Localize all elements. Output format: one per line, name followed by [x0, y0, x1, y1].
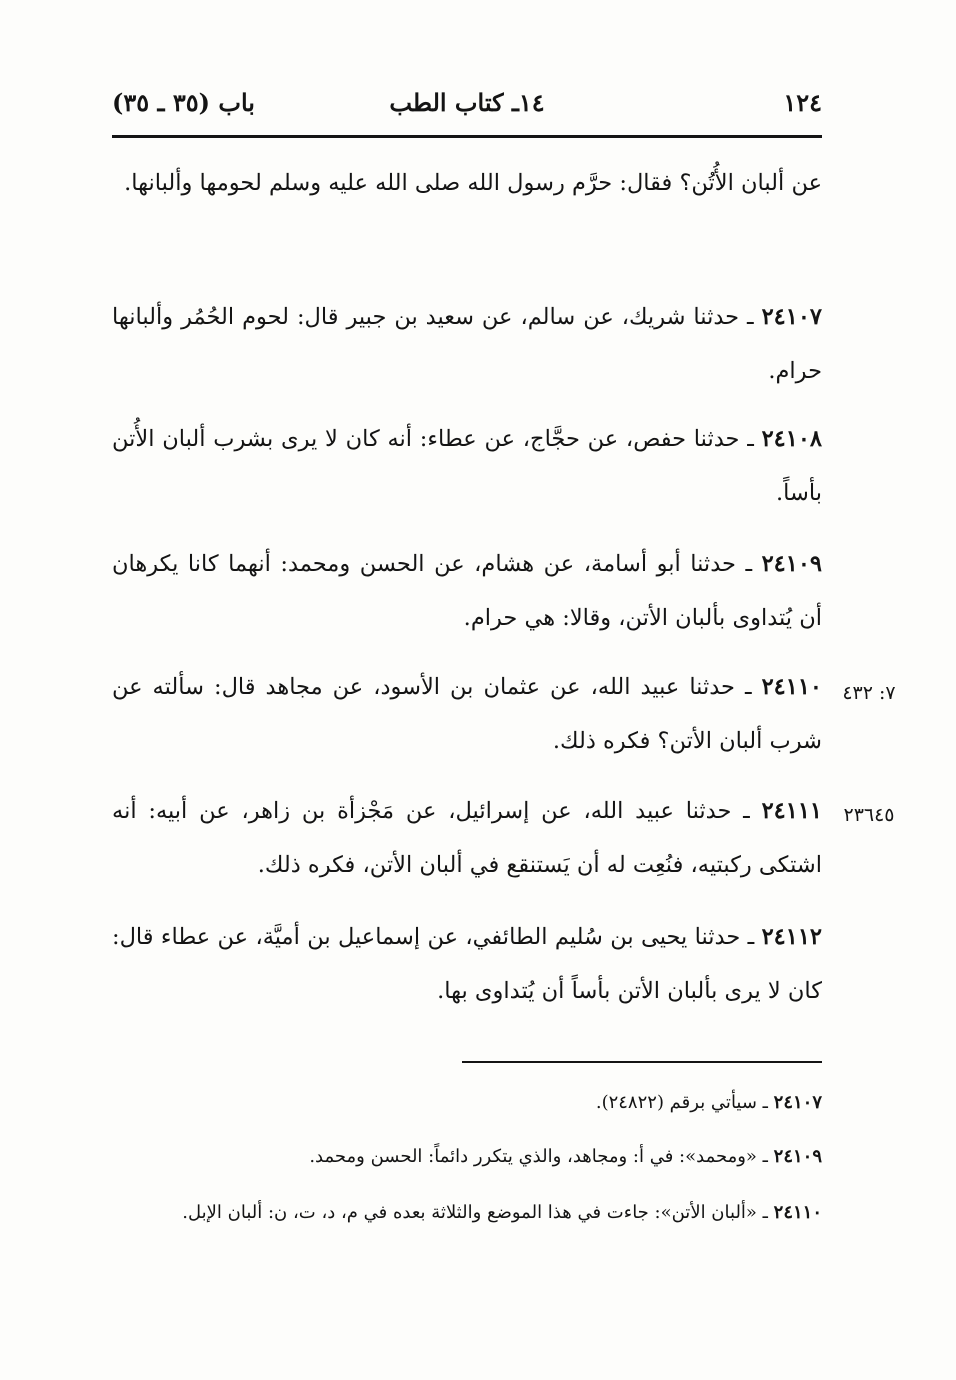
hadith-text: ـ حدثنا شريك، عن سالم، عن سعيد بن جبير قال: لحوم الحُمُر وألبانها حرام. — [112, 304, 822, 384]
hadith-number: ٢٤١١٠ — [761, 674, 822, 700]
hadith-text: ـ حدثنا يحيى بن سُليم الطائفي، عن إسماعيل بن أميَّة، عن عطاء قال: كان لا يرى بألبان الأتن بأساً أن يُتداوى بها. — [112, 924, 822, 1004]
footnote-number: ٢٤١٠٧ — [773, 1092, 822, 1113]
chapter-heading: باب (٣٥ ـ ٣٥) — [112, 88, 255, 117]
footnote-number: ٢٤١٠٩ — [773, 1146, 822, 1167]
footnote-number: ٢٤١١٠ — [773, 1202, 822, 1223]
footnote — [112, 1190, 822, 1236]
hadith-number: ٢٤١١٢ — [761, 924, 822, 950]
hadith-number: ٢٤١٠٨ — [761, 426, 822, 452]
hadith-text: ـ حدثنا عبيد الله، عن عثمان بن الأسود، عن مجاهد قال: سألته عن شرب ألبان الأتن؟ فكره ذلك. — [112, 674, 822, 754]
hadith-paragraph — [112, 537, 822, 645]
hadith-paragraph — [112, 784, 822, 892]
margin-reference: ٧: ٤٣٢ — [842, 682, 896, 704]
margin-reference: ٢٣٦٤٥ — [843, 804, 895, 826]
footnote-rule — [462, 1061, 822, 1063]
continued-paragraph — [112, 156, 822, 210]
hadith-number: ٢٤١١١ — [761, 798, 822, 824]
page-header — [112, 84, 822, 124]
footnote-text: ـ «ألبان الأتن»: جاءت في هذا الموضع والثلاثة بعده في م، د، ت، ن: ألبان الإبل. — [182, 1202, 774, 1223]
hadith-text: ـ حدثنا حفص، عن حجَّاج، عن عطاء: أنه كان لا يرى بشرب ألبان الأُتن بأساً. — [112, 426, 822, 506]
hadith-text: ـ حدثنا عبيد الله، عن إسرائيل، عن مَجْزأة بن زاهر، عن أبيه: أنه اشتكى ركبتيه، فنُعِت له أن يَستنقع في ألبان الأتن، فكره ذلك. — [112, 798, 822, 878]
footnote — [112, 1134, 822, 1180]
paragraph-text: عن ألبان الأُتُن؟ فقال: حرَّم رسول الله صلى الله عليه وسلم لحومها وألبانها. — [124, 170, 822, 196]
hadith-text: ـ حدثنا أبو أسامة، عن هشام، عن الحسن ومحمد: أنهما كانا يكرهان أن يُتداوى بألبان الأتن، وقالا: هي حرام. — [112, 551, 822, 631]
header-rule — [112, 135, 822, 138]
hadith-number: ٢٤١٠٧ — [761, 304, 822, 330]
hadith-number: ٢٤١٠٩ — [761, 551, 822, 577]
book-title: ١٤ـ كتاب الطب — [389, 88, 545, 117]
hadith-paragraph — [112, 290, 822, 398]
hadith-paragraph — [112, 412, 822, 520]
footnote-text: ـ «ومحمد»: في أ: ومجاهد، والذي يتكرر دائماً: الحسن ومحمد. — [309, 1146, 774, 1167]
footnote — [112, 1080, 822, 1126]
hadith-paragraph — [112, 660, 822, 768]
page-number: ١٢٤ — [783, 88, 822, 117]
footnote-text: ـ سيأتي برقم (٢٤٨٢٢). — [595, 1092, 774, 1113]
hadith-paragraph — [112, 910, 822, 1018]
